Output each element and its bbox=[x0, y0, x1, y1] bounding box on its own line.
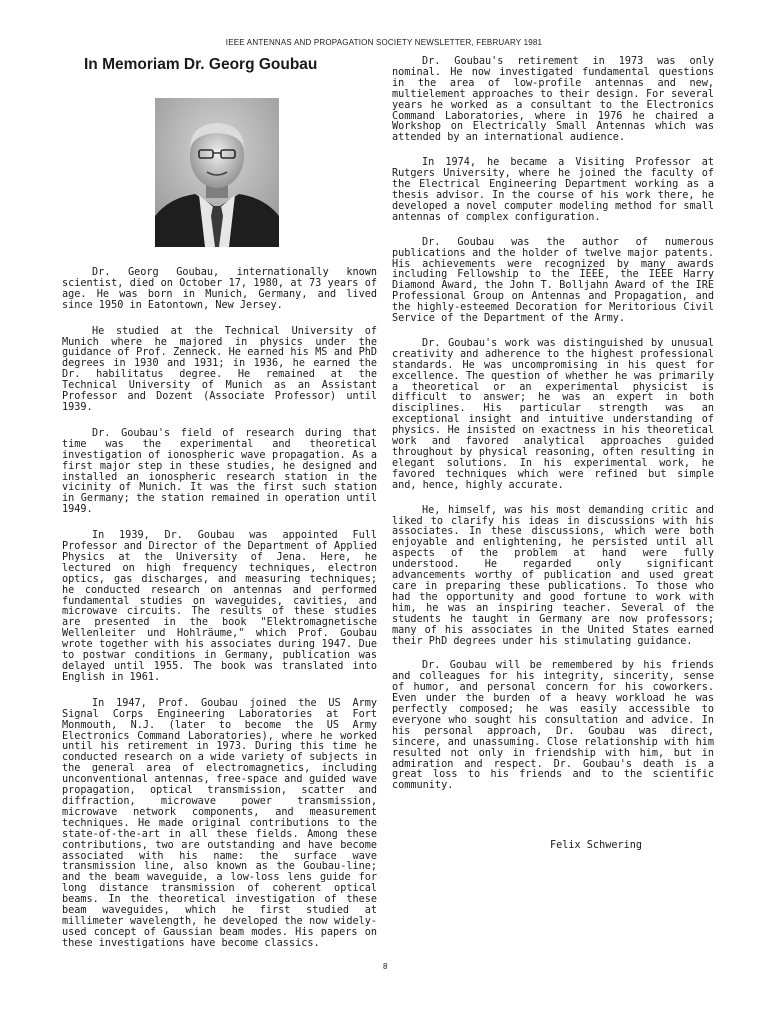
paragraph: In 1939, Dr. Goubau was appointed Full Professor and Director of the Department of Applied Physics at the University of Jena. Here, he lectured on high frequency techniques, electron optics, gas discharges, and measuring techniques; he conducted research on antennas and performed fundamental studies on waveguides, cavities, and microwave circuits. The results of these studies are presented in the book "Elektromagnetische Wellenleiter und Hohlräume," which Prof. Goubau wrote together with his associates during 1947. Due to postwar conditions in Germany, publication was delayed until 1955. The book was translated into English in 1961. bbox=[62, 530, 377, 683]
page-number: 8 bbox=[383, 962, 388, 971]
paragraph: Dr. Georg Goubau, internationally known scientist, died on October 17, 1980, at 73 years of age. He was born in Munich, Germany, and lived since 1950 in Eatontown, New Jersey. bbox=[62, 267, 377, 311]
portrait-photo bbox=[155, 98, 279, 247]
paragraph: Dr. Goubau will be remembered by his friends and colleagues for his integrity, sincerity, sense of humor, and personal concern for his coworkers. Even under the burden of a heavy workload he was perfectly composed; he was easily accessible to everyone who sought his consultation and advice. In his personal approach, Dr. Goubau was direct, sincere, and unassuming. Close relationship with him resulted not only in friendship with him, but in admiration and respect. Dr. Goubau's death is a great loss to his friends and to the scientific community. bbox=[392, 660, 714, 792]
portrait-icon bbox=[155, 98, 279, 247]
left-column bbox=[62, 268, 377, 965]
paragraph: Dr. Goubau was the author of numerous publications and the holder of twelve major patents. His achievements were recognized by many awards including Fellowship to the IEEE, the IEEE Harry Diamond Award, the John T. Bolljahn Award of the IRE Professional Group on Antennas and Propagation, and the highly-esteemed Decoration for Meritorious Civil Service of the Department of the Army. bbox=[392, 236, 714, 325]
author-signature: Felix Schwering bbox=[550, 840, 643, 851]
paragraph: He studied at the Technical University of Munich where he majored in physics under the guidance of Prof. Zenneck. He earned his MS and PhD degrees in 1930 and 1931; in 1936, he earned the Dr. habilitatus degree. He remained at the Technical University of Munich as an Assistant Professor and Dozent (Associate Professor) until 1939. bbox=[62, 325, 377, 413]
paragraph: Dr. Goubau's field of research during that time was the experimental and theoretical investigation of ionospheric wave propagation. As a first major step in these studies, he designed and installed an ionospheric research station in the vicinity of Munich. It was the first such station in Germany; the station remained in operation until 1949. bbox=[62, 427, 377, 516]
paragraph: Dr. Goubau's retirement in 1973 was only nominal. He now investigated fundamental questions in the area of low-profile antennas and new, multielement approaches to their design. For several years he worked as a consultant to the Electronics Command Laboratories, where in 1976 he chaired a Workshop on Electrically Small Antennas which was attended by an international audience. bbox=[392, 56, 714, 144]
paragraph: In 1974, he became a Visiting Professor at Rutgers University, where he joined the faculty of the Electrical Engineering Department working as a thesis advisor. In the course of his work there, he developed a novel computer modeling method for small antennas of complex configuration. bbox=[392, 157, 714, 223]
paragraph: He, himself, was his most demanding critic and liked to clarify his ideas in discussions with his associates. In these discussions, which were both enjoyable and enlightening, he persisted until all aspects of the problem at hand were fully understood. He regarded only significant advancements worthy of publication and used great care in preparing these publications. To those who had the opportunity and good fortune to work with him, he was an inspiring teacher. Several of the students he taught in Germany are now professors; many of his associates in the United States earned their PhD degrees under his stimulating guidance. bbox=[392, 504, 714, 647]
right-column bbox=[392, 57, 714, 806]
article-title: In Memoriam Dr. Georg Goubau bbox=[84, 56, 318, 73]
paragraph: Dr. Goubau's work was distinguished by unusual creativity and adherence to the highest professional standards. He was uncompromising in his quest for excellence. The question of whether he was primarily a theoretical or an experimental physicist is difficult to answer; he was an expert in both disciplines. His particular strength was an exceptional insight and intuitive understanding of physics. He insisted on exactness in his theoretical work and favored analytical approaches guided throughout by physical reasoning, often resulting in elegant solutions. In his experimental work, he favored techniques which were refined but simple and, hence, highly accurate. bbox=[392, 337, 714, 491]
newsletter-header: IEEE ANTENNAS AND PROPAGATION SOCIETY NEWSLETTER, FEBRUARY 1981 bbox=[225, 38, 543, 47]
paragraph: In 1947, Prof. Goubau joined the US Army Signal Corps Engineering Laboratories at Fort Monmouth, N.J. (later to become the US Army Electronics Command Laboratories), where he worked until his retirement in 1973. During this time he conducted research on a wide variety of subjects in the general area of electromagnetics, including unconventional antennas, free-space and guided wave propagation, optical transmission, scatter and diffraction, microwave power transmission, microwave network components, and measurement techniques. He made original contributions to the state-of-the-art in all these fields. Among these contributions, two are outstanding and have become associated with his name: the surface wave transmission line, also known as the Goubau-line; and the beam waveguide, a low-loss lens guide for long distance transmission of coherent optical beams. In the theoretical investigation of these beam waveguides, which he first studied at millimeter wavelength, he developed the now widely-used concept of Gaussian beam modes. His papers on these investigations have become classics. bbox=[62, 697, 377, 949]
